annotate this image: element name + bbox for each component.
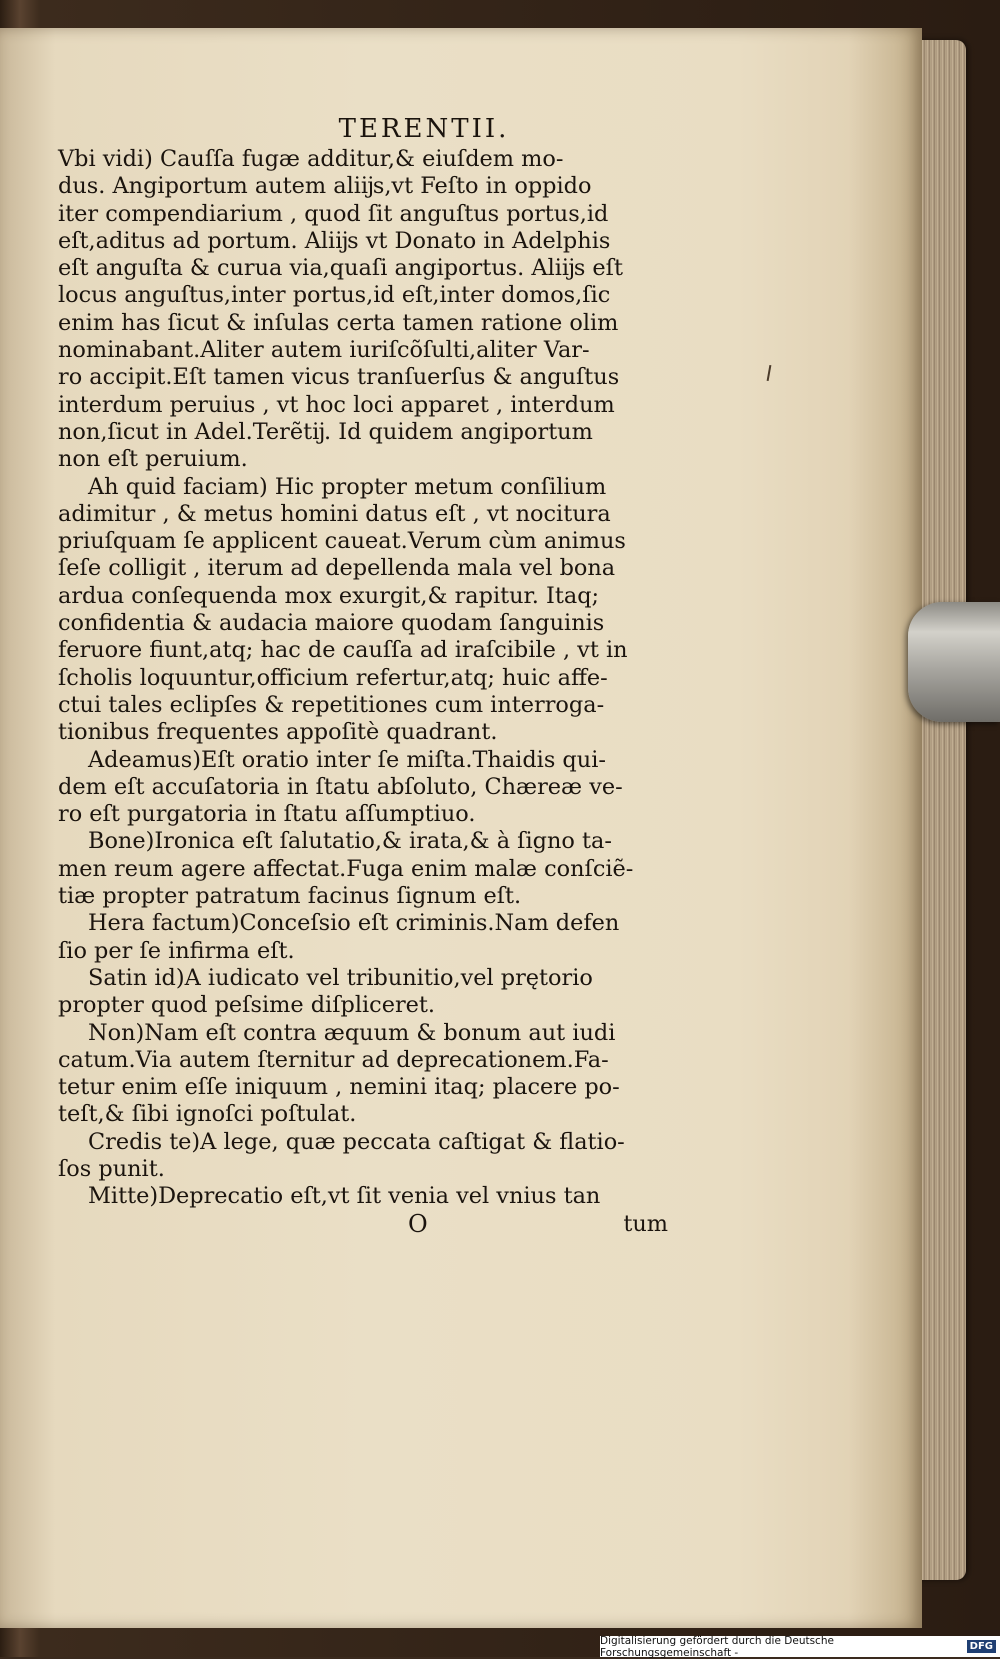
text-line: interdum peruius , vt hoc loci apparet , interdum: [58, 391, 615, 418]
text-line: enim has ſicut & inſulas certa tamen ratione olim: [58, 309, 619, 336]
text-line: ro accipit.Eſt tamen vicus tranſuerſus & anguſtus: [58, 364, 620, 391]
metal-clasp: [908, 602, 1000, 722]
text-line: Bone)Ironica eſt ſalutatio,& irata,& à ſigno ta-: [88, 828, 612, 855]
text-line: ſeſe colligit , iterum ad depellenda mala vel bona: [58, 555, 616, 582]
text-line: nominabant.Aliter autem iuriſcõſulti,aliter Var-: [58, 337, 590, 364]
text-line: Mitte)Deprecatio eſt,vt ſit venia vel vnius tan: [88, 1183, 601, 1210]
text-line: locus anguſtus,inter portus,id eſt,inter domos,ſic: [58, 282, 611, 309]
digitization-credit: [600, 1636, 1000, 1657]
catchword: tum: [623, 1210, 668, 1237]
text-line: Satin id)A iudicato vel tribunitio,vel prętorio: [88, 964, 593, 991]
text-line: catum.Via autem ſternitur ad deprecationem.Fa-: [58, 1046, 609, 1073]
text-line: Vbi vidi) Cauſſa fugæ additur,& eiuſdem mo-: [58, 146, 564, 172]
text-line: men reum agere affectat.Fuga enim malæ conſciẽ-: [58, 855, 634, 882]
running-header: TERENTII.: [338, 114, 510, 144]
text-line: Adeamus)Eſt oratio inter ſe miſta.Thaidis qui-: [88, 746, 606, 773]
text-line: eſt,aditus ad portum. Aliĳs vt Donato in Adelphis: [58, 227, 611, 254]
text-line: feruore fiunt,atq; hac de cauſſa ad iraſcibile , vt in: [58, 637, 628, 664]
credit-text: Digitalisierung gefördert durch die Deutsche Forschungsgemeinschaft -: [600, 1634, 834, 1659]
text-line: adimitur , & metus homini datus eſt , vt nocitura: [58, 500, 611, 527]
text-line: ſos punit.: [58, 1155, 165, 1182]
text-line: tiæ propter patratum facinus ſignum eſt.: [58, 883, 522, 910]
text-line: dem eſt accuſatoria in ſtatu abſoluto, Chæreæ ve-: [58, 773, 623, 800]
page-text-block: [58, 112, 670, 1239]
text-line: dus. Angiportum autem aliĳs,vt Feſto in oppido: [58, 173, 592, 200]
text-line: teſt,& ſibi ignoſci poſtulat.: [58, 1101, 357, 1128]
text-line: iter compendiarium , quod ſit anguſtus portus,id: [58, 200, 609, 227]
text-line: Credis te)A lege, quæ peccata caſtigat & flatio-: [88, 1128, 625, 1155]
text-line: ctui tales eclipſes & repetitiones cum interroga-: [58, 691, 605, 718]
text-line: eſt anguſta & curua via,quaſi angiportus. Aliĳs eſt: [58, 255, 623, 282]
text-line: priuſquam ſe applicent caueat.Verum cùm animus: [58, 528, 626, 555]
text-line: ardua conſequenda mox exurgit,& rapitur. Itaq;: [58, 582, 600, 609]
text-line: Hera factum)Conceſsio eſt criminis.Nam defen: [88, 910, 620, 937]
text-line: Ah quid faciam) Hic propter metum conſilium: [88, 473, 607, 500]
text-line: non eſt peruium.: [58, 446, 248, 473]
signature-mark: O: [408, 1209, 428, 1238]
text-line: ſio per ſe infirma eſt.: [58, 937, 295, 964]
text-line: tionibus frequentes appoſitè quadrant.: [58, 719, 498, 746]
text-line: ro eſt purgatoria in ſtatu aſſumptiuo.: [58, 801, 476, 828]
text-line: ſcholis loquuntur,officium refertur,atq; huic affe-: [58, 664, 608, 691]
text-line: non,ſicut in Adel.Terẽtĳ. Id quidem angiportum: [58, 418, 593, 445]
text-line: propter quod peſsime diſpliceret.: [58, 992, 436, 1019]
text-line: confidentia & audacia maiore quodam ſanguinis: [58, 610, 605, 637]
text-line: Non)Nam eſt contra æquum & bonum aut iudi: [88, 1019, 616, 1046]
page-footer: [58, 1211, 670, 1239]
text-line: tetur enim eſſe iniquum , nemini itaq; placere po-: [58, 1074, 620, 1101]
text-lines: [58, 146, 670, 1211]
dfg-logo: DFG: [967, 1640, 996, 1653]
